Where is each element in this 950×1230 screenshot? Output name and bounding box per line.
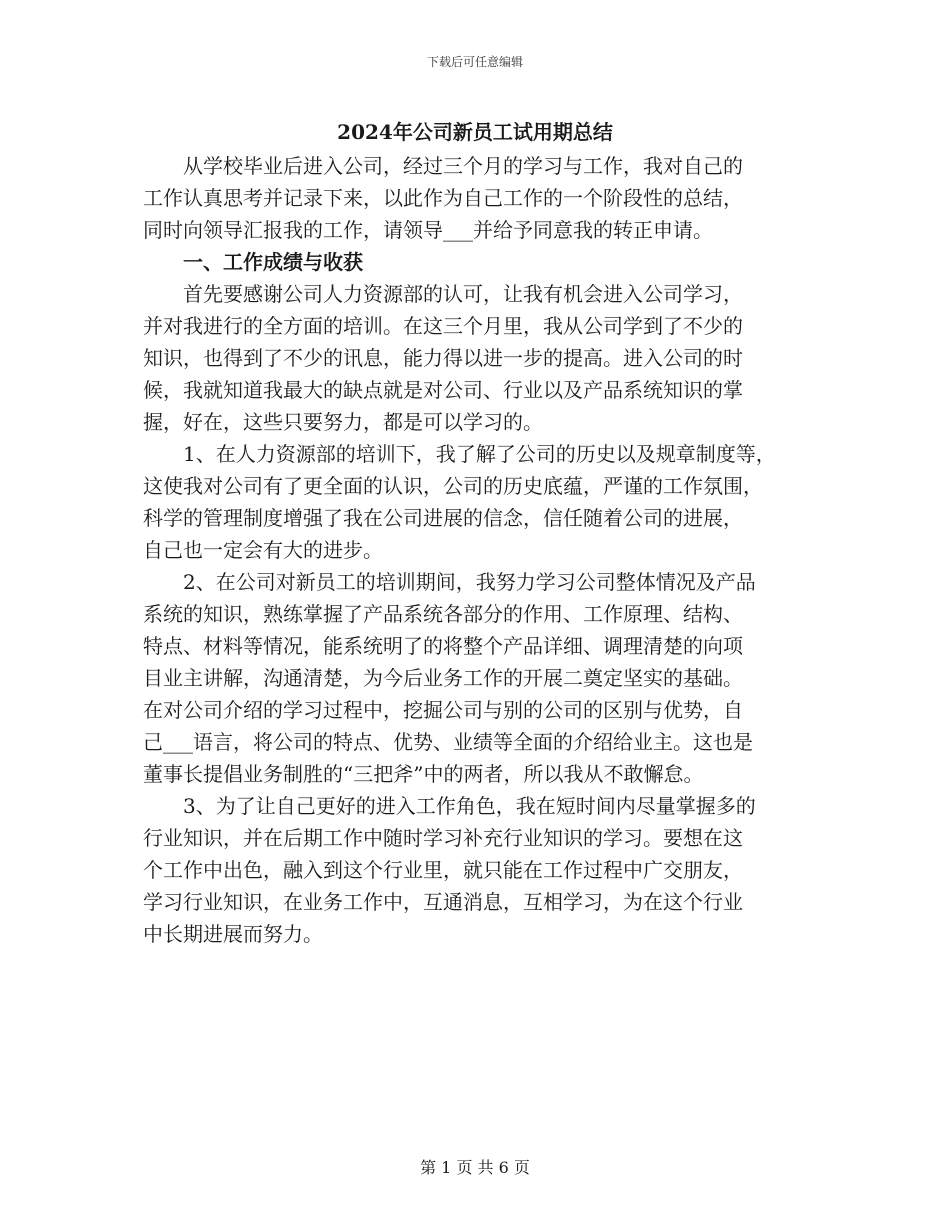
body-text-line: 从学校毕业后进入公司，经过三个月的学习与工作，我对自己的 [183, 154, 743, 178]
body-text-line: 2、在公司对新员工的培训期间，我努力学习公司整体情况及产品 [183, 570, 756, 594]
body-text-line: 学习行业知识，在业务工作中，互通消息，互相学习，为在这个行业 [143, 890, 743, 914]
body-text-line: 科学的管理制度增强了我在公司进展的信念，信任随着公司的进展， [143, 506, 743, 530]
body-text-line: 个工作中出色，融入到这个行业里，就只能在工作过程中广交朋友， [143, 858, 743, 882]
document-body [143, 150, 808, 950]
document-title: 2024年公司新员工试用期总结 [337, 120, 613, 144]
header-note: 下载后可任意编辑 [426, 55, 523, 69]
body-text-line: 自己也一定会有大的进步。 [143, 538, 383, 562]
body-text-line: 首先要感谢公司人力资源部的认可，让我有机会进入公司学习， [183, 282, 743, 306]
body-text-line: 知识，也得到了不少的讯息，能力得以进一步的提高。进入公司的时 [143, 346, 743, 370]
body-text-line: 在对公司介绍的学习过程中，挖掘公司与别的公司的区别与优势，自 [143, 698, 743, 722]
body-text-line: 己___语言，将公司的特点、优势、业绩等全面的介绍给业主。这也是 [143, 730, 753, 754]
body-text-line: 董事长提倡业务制胜的“三把斧”中的两者，所以我从不敢懈怠。 [143, 762, 704, 786]
body-text-line: 行业知识，并在后期工作中随时学习补充行业知识的学习。要想在这 [143, 826, 743, 850]
page-footer: 第 1 页 共 6 页 [420, 1158, 530, 1177]
section-heading: 一、工作成绩与收获 [183, 250, 363, 274]
body-text-line: 特点、材料等情况，能系统明了的将整个产品详细、调理清楚的向项 [143, 634, 743, 658]
body-text-line: 中长期进展而努力。 [143, 922, 323, 946]
body-text-line: 系统的知识，熟练掌握了产品系统各部分的作用、工作原理、结构、 [143, 602, 743, 626]
body-text-line: 握，好在，这些只要努力，都是可以学习的。 [143, 410, 543, 434]
body-text-line: 3、为了让自己更好的进入工作角色，我在短时间内尽量掌握多的 [183, 794, 756, 818]
body-text-line: 工作认真思考并记录下来，以此作为自己工作的一个阶段性的总结， [143, 186, 743, 210]
body-text-line: 同时向领导汇报我的工作，请领导___并给予同意我的转正申请。 [143, 218, 713, 242]
body-text-line: 并对我进行的全方面的培训。在这三个月里，我从公司学到了不少的 [143, 314, 743, 338]
body-text-line: 1、在人力资源部的培训下，我了解了公司的历史以及规章制度等， [183, 442, 776, 466]
body-text-line: 这使我对公司有了更全面的认识，公司的历史底蕴，严谨的工作氛围， [143, 474, 763, 498]
body-text-line: 候，我就知道我最大的缺点就是对公司、行业以及产品系统知识的掌 [143, 378, 743, 402]
body-text-line: 目业主讲解，沟通清楚，为今后业务工作的开展二奠定坚实的基础。 [143, 666, 743, 690]
